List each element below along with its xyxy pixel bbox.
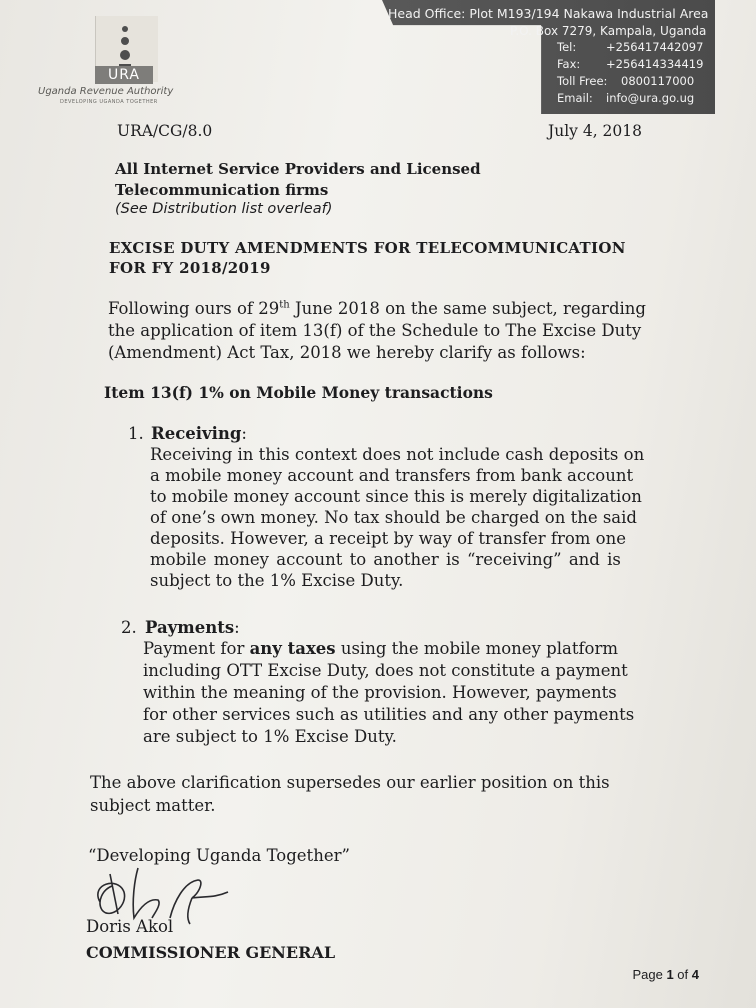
intro-line-1: [108, 299, 646, 318]
closing-line-2: subject matter.: [90, 796, 216, 815]
point-1-title-colon: :: [241, 424, 247, 443]
toll-free-value: 0800117000: [621, 74, 695, 88]
point-1-line-2: a mobile money account and transfers from bank account: [150, 466, 634, 485]
point-2-number: 2.: [121, 618, 137, 637]
signatory-name: Doris Akol: [86, 917, 174, 936]
point-2-line-1-end: using the mobile money platform: [335, 639, 619, 658]
intro-line-1-end: June 2018 on the same subject, regarding: [289, 299, 646, 318]
head-office-address: Head Office: Plot M193/194 Nakawa Industrial Area: [388, 6, 709, 21]
intro-ordinal-suffix: th: [279, 299, 290, 311]
recipient-line-2: Telecommunication firms: [115, 181, 329, 199]
po-box: P.O. Box 7279, Kampala, Uganda: [510, 24, 707, 38]
point-1-line-1: Receiving in this context does not include cash deposits on: [150, 445, 645, 464]
subject-line-2: FOR FY 2018/2019: [109, 259, 271, 277]
closing-line-1: The above clarification supersedes our earlier position on this: [90, 773, 610, 792]
page-word: Page: [632, 967, 663, 982]
point-1-title: [151, 424, 247, 443]
subject-line-1: EXCISE DUTY AMENDMENTS FOR TELECOMMUNICATION: [109, 239, 626, 257]
page-number: [632, 967, 699, 982]
intro-line-3: (Amendment) Act Tax, 2018 we hereby clarify as follows:: [108, 343, 586, 362]
point-2-emphasis: any taxes: [249, 639, 336, 658]
item-heading: Item 13(f) 1% on Mobile Money transactions: [104, 383, 493, 402]
recipient-note: (See Distribution list overleaf): [115, 201, 333, 217]
logo-authority-name: Uganda Revenue Authority: [38, 86, 174, 97]
logo-acronym: URA: [95, 66, 153, 84]
point-2-line-3: within the meaning of the provision. However, payments: [143, 683, 617, 702]
point-1-line-7: subject to the 1% Excise Duty.: [150, 571, 404, 590]
fax-value: +256414334419: [606, 57, 704, 71]
fax-label: Fax:: [557, 57, 581, 71]
intro-line-2: the application of item 13(f) of the Schedule to The Excise Duty: [108, 321, 642, 340]
point-1-line-4: of one’s own money. No tax should be charged on the said: [150, 508, 637, 527]
recipient-line-1: All Internet Service Providers and Licensed: [115, 160, 481, 178]
page-current: 1: [666, 967, 674, 982]
point-1-line-3: to mobile money account since this is merely digitalization: [150, 487, 642, 506]
intro-line-1-start: Following ours of 29: [108, 299, 280, 318]
point-2-line-2: including OTT Excise Duty, does not constitute a payment: [143, 661, 628, 680]
letter-date: July 4, 2018: [548, 122, 642, 140]
point-1-line-6: mobile money account to another is “receiving” and is: [150, 550, 621, 569]
point-2-title-text: Payments: [145, 618, 235, 637]
page-total: 4: [691, 967, 699, 982]
signatory-title: COMMISSIONER GENERAL: [86, 943, 336, 962]
toll-free-label: Toll Free:: [557, 74, 608, 88]
point-2-line-5: are subject to 1% Excise Duty.: [143, 727, 397, 746]
page-of: of: [677, 967, 689, 982]
point-2-line-1: [143, 639, 618, 658]
logo-tagline: DEVELOPING UGANDA TOGETHER: [60, 99, 158, 105]
point-1-line-5: deposits. However, a receipt by way of transfer from one: [150, 529, 627, 548]
tel-label: Tel:: [557, 40, 577, 54]
email-label: Email:: [557, 91, 593, 105]
point-2-title-colon: :: [234, 618, 240, 637]
point-2-title: [145, 618, 240, 637]
tel-value: +256417442097: [606, 40, 704, 54]
point-1-number: 1.: [128, 424, 144, 443]
motto: “Developing Uganda Together”: [88, 846, 350, 865]
letter-reference: URA/CG/8.0: [117, 122, 213, 140]
point-2-line-4: for other services such as utilities and any other payments: [143, 705, 635, 724]
point-2-line-1-start: Payment for: [143, 639, 250, 658]
email-value: info@ura.go.ug: [606, 91, 695, 105]
point-1-title-text: Receiving: [151, 424, 242, 443]
